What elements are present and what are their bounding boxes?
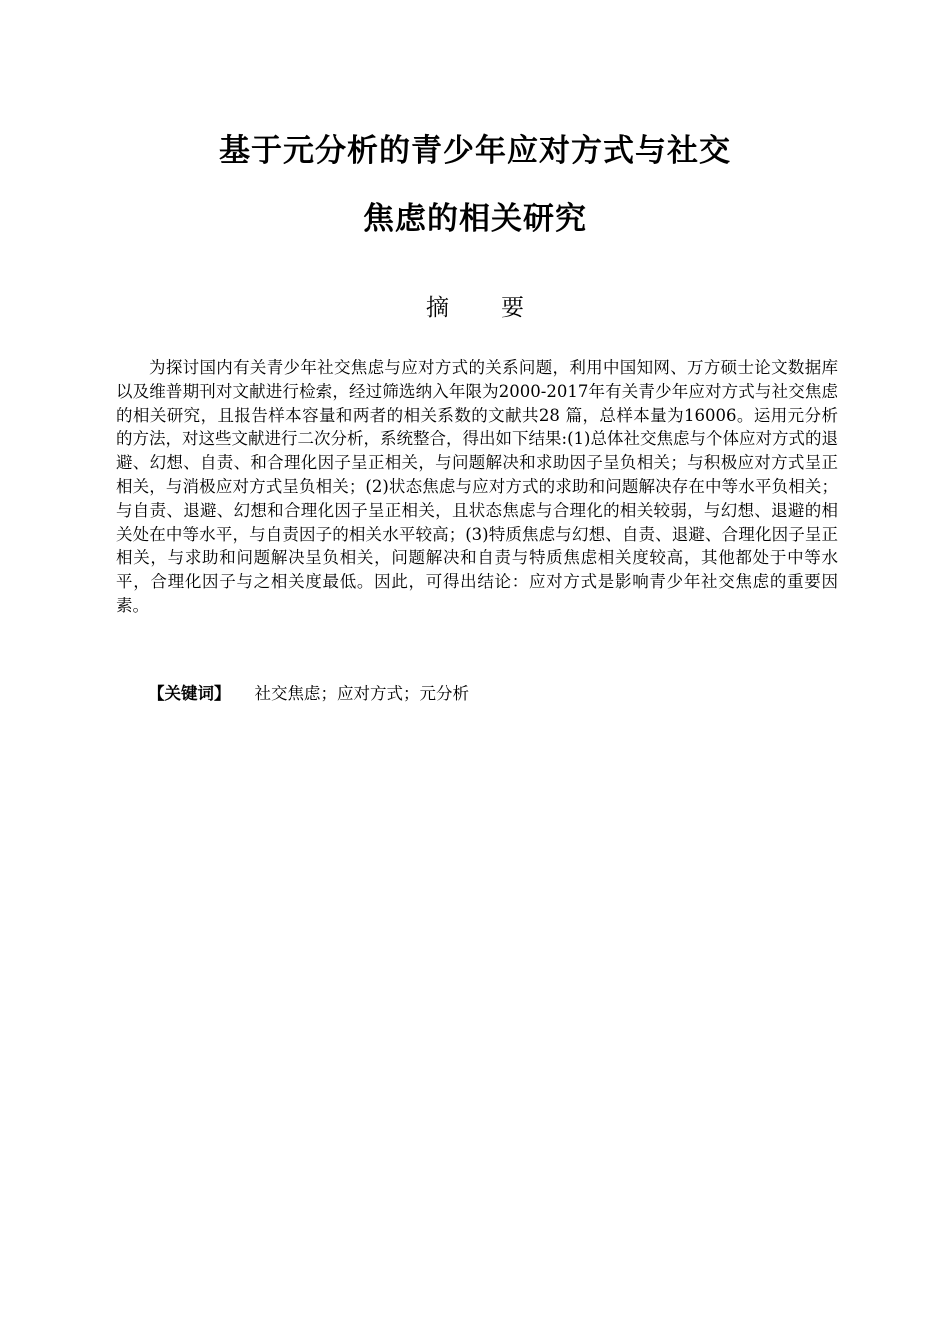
abstract-heading-char-2: 要 [501,295,524,321]
abstract-heading [0,292,950,324]
title-line-2: 焦虑的相关研究 [363,201,587,237]
abstract-body: 为探讨国内有关青少年社交焦虑与应对方式的关系问题，利用中国知网、万方硕士论文数据库以及维普期刊对文献进行检索，经过筛选纳入年限为2000-2017年有关青少年应对方式与社交焦虑的相关研究，且报告样本容量和两者的相关系数的文献共28 篇，总样本量为16006。运用元分析的方法，对这些文献进行二次分析，系统整合，得出如下结果:(1)总体社交焦虑与个体应对方式的退避、幻想、自责、和合理化因子呈正相关，与问题解决和求助因子呈负相关；与积极应对方式呈正相关，与消极应对方式呈负相关；(2)状态焦虑与应对方式的求助和问题解决存在中等水平负相关；与自责、退避、幻想和合理化因子呈正相关，且状态焦虑与合理化的相关较弱，与幻想、退避的相关处在中等水平，与自责因子的相关水平较高；(3)特质焦虑与幻想、自责、退避、合理化因子呈正相关，与求助和问题解决呈负相关，问题解决和自责与特质焦虑相关度较高，其他都处于中等水平，合理化因子与之相关度最低。因此，可得出结论：应对方式是影响青少年社交焦虑的重要因素。 [116,358,838,615]
keywords-label: 【关键词】 [148,684,231,703]
keywords-line [148,682,848,706]
keywords-value: 社交焦虑；应对方式；元分析 [254,684,469,703]
title-line-1: 基于元分析的青少年应对方式与社交 [219,133,731,169]
abstract-heading-char-1: 摘 [426,295,449,321]
